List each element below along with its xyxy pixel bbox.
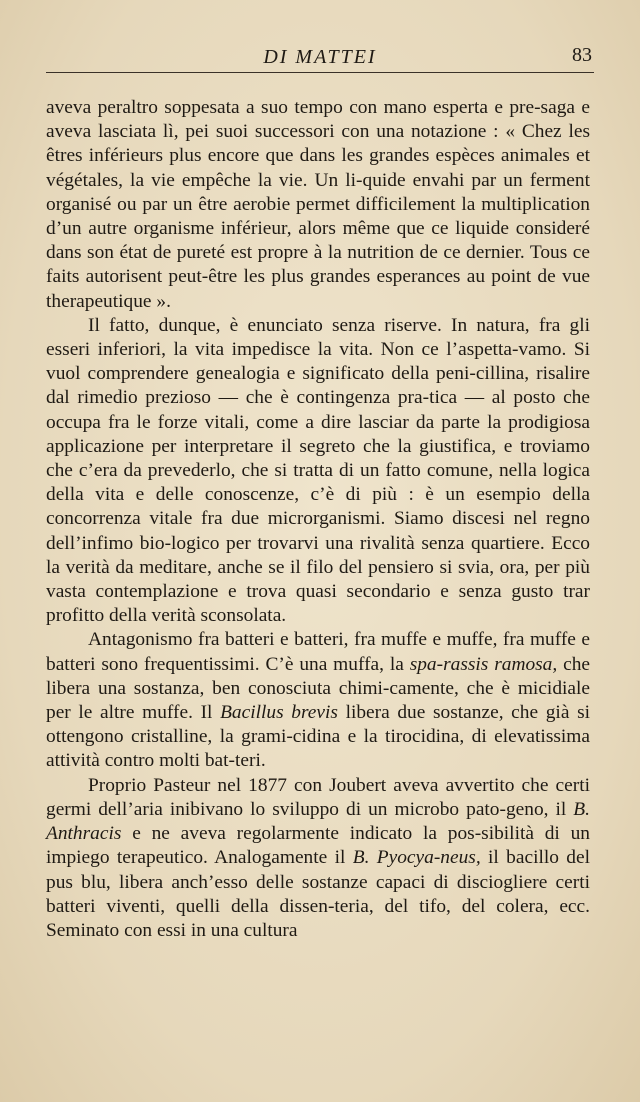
paragraph-2	[46, 314, 590, 629]
species-name-italic: B. Anthracis	[46, 798, 590, 845]
species-name-italic: spa-rassis ramosa,	[409, 653, 558, 675]
running-title: DI MATTEI	[263, 46, 377, 68]
paragraph-text: Il fatto, dunque, è enunciato senza riserve. In natura, fra gli esseri inferiori, la vita impedisce la vita. Non ce l’aspetta-vamo. Si vuol comprendere genealogia e significato della peni-cillina, risalire dal rimedio prezioso — che è contingenza pra-tica — al posto che occupa fra le forze vitali, come a dire lasciar da parte la prodigiosa applicazione per interpretare il segreto che la giustifica, e troviamo che c’era da prevederlo, che si tratta di un fatto comune, nella logica della vita e delle conoscenze, c’è di più : è un esempio della concorrenza vitale fra due microrganismi. Siamo discesi nel regno dell’infimo bio-logico per trovarvi una rivalità senza quartiere. Ecco la verità da meditare, anche se il filo del pensiero si svia, ora, per più vasta contemplazione e trova quasi secondario e senza gusto trar profitto della verità sconsolata.	[46, 314, 590, 627]
paragraph-text: che libera una sostanza, ben conosciuta chimi-camente, che è micidiale per le altre muffe. Il	[46, 653, 590, 724]
paragraph-text: libera due sostanze, che già si ottengono cristalline, la grami-cidina e la tirocidina, di elevatissima attività contro molti bat-teri.	[46, 702, 591, 772]
paragraph-text: Proprio Pasteur nel 1877 con Joubert aveva avvertito che certi germi dell’aria inibivano lo sviluppo di un microbo pato-geno, il	[46, 774, 590, 820]
running-header	[46, 40, 594, 73]
paragraph-text: il bacillo del pus blu, libera anch’esso delle sostanze capaci di disciogliere certi batteri viventi, quelli della dissen-teria, del tifo, del colera, ecc. Seminato con essi in una cultura	[46, 847, 590, 941]
species-name-italic: B. Pyocya-neus,	[352, 847, 481, 869]
species-name-italic: Bacillus brevis	[220, 702, 338, 724]
paragraph-text: aveva peraltro soppesata a suo tempo con mano esperta e pre-saga e aveva lasciata lì, pei suoi successori con una notazione : « Chez les êtres inférieurs plus encore que dans les grandes espèces animales et végétales, la vie empêche la vie. Un li-quide envahi par un ferment organisé ou par un être aerobie permet difficilement la multiplication d’un autre organisme inférieur, alors même que ce liquide consideré dans son état de pureté est propre à la nutrition de ce dernier. Tous ce faits autorisent peut-être les plus grandes esperances au point de vue therapeutique ».	[46, 97, 590, 312]
page-number: 83	[572, 44, 592, 66]
paragraph-3	[46, 628, 590, 773]
paragraph-text: Antagonismo fra batteri e batteri, fra muffe e muffe, fra muffe e batteri sono frequentissimi. C’è una muffa, la	[46, 629, 590, 675]
paragraph-1	[46, 96, 590, 314]
paragraph-4	[46, 774, 590, 943]
paragraph-text: e ne aveva regolarmente indicato la pos-sibilità di un impiego terapeutico. Analogamente il	[46, 823, 590, 869]
body-text	[46, 96, 590, 943]
